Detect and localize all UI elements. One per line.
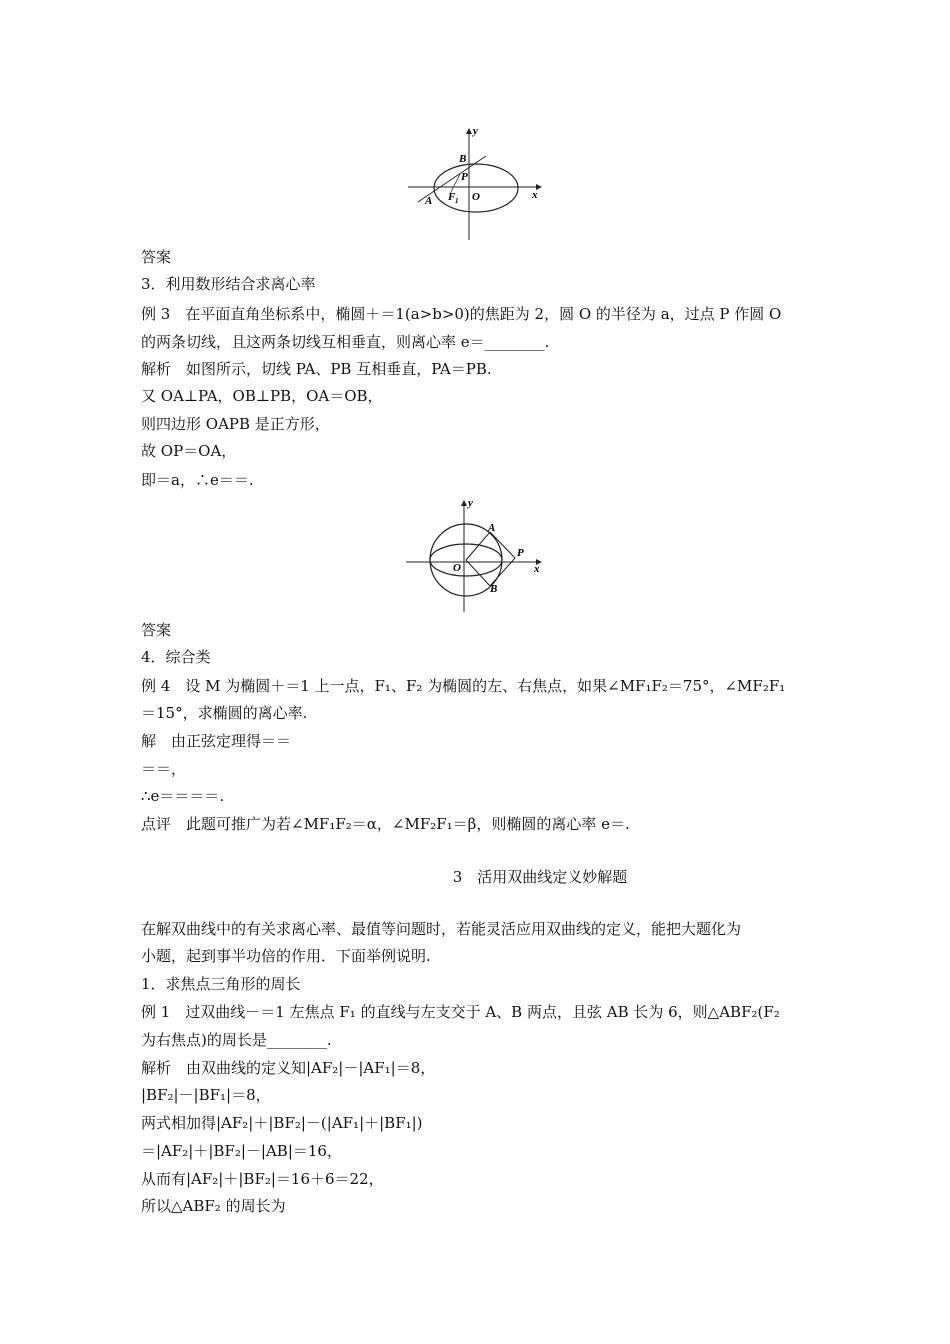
- solution-4-line-3: ∴e＝＝＝＝.: [141, 787, 225, 805]
- example-3-line-1: 例 3 在平面直角坐标系中，椭圆＋＝1(a>b>0)的焦距为 2，圆 O 的半径为 a，过点 P 作圆 O: [141, 305, 782, 323]
- fig1-label-x: x: [532, 189, 538, 201]
- analysis-1-line-5: 从而有|AF₂|＋|BF₂|＝16＋6＝22，: [141, 1170, 384, 1188]
- example-1-line-2: 为右焦点)的周长是________.: [141, 1031, 332, 1049]
- ellipse-tangent-figure: [404, 124, 550, 242]
- analysis-1-line-6: 所以△ABF₂ 的周长为: [141, 1197, 286, 1215]
- fig1-label-f: F: [448, 191, 456, 203]
- analysis-1-line-4: ＝|AF₂|＋|BF₂|－|AB|＝16，: [141, 1142, 342, 1160]
- fig1-label-o: O: [472, 191, 480, 203]
- example-1-line-1: 例 1 过双曲线－＝1 左焦点 F₁ 的直线与左支交于 A、B 两点，且弦 AB 长为 6，则△ABF₂(F₂: [141, 1003, 780, 1021]
- heading-1: 1．求焦点三角形的周长: [141, 975, 301, 993]
- fig2-label-a: A: [488, 522, 496, 534]
- heading-4: 4．综合类: [141, 648, 211, 666]
- answer-label-2: 答案: [141, 621, 172, 639]
- fig2-label-y: y: [468, 497, 473, 509]
- analysis-3-line-1: 解析 如图所示，切线 PA、PB 互相垂直，PA＝PB.: [141, 360, 492, 378]
- analysis-1-line-3: 两式相加得|AF₂|＋|BF₂|－(|AF₁|＋|BF₁|): [141, 1114, 423, 1132]
- fig2-label-o: O: [453, 562, 461, 574]
- intro-line-2: 小题，起到事半功倍的作用．下面举例说明.: [141, 947, 431, 965]
- solution-4-line-2: ＝＝，: [141, 760, 187, 778]
- comment-4: 点评 此题可推广为若∠MF₁F₂＝α，∠MF₂F₁＝β，则椭圆的离心率 e＝.: [141, 815, 630, 833]
- fig2-label-x: x: [534, 563, 540, 575]
- answer-label-1: 答案: [141, 248, 172, 266]
- fig2-label-b: B: [490, 583, 498, 595]
- fig1-label-p: P: [461, 171, 468, 183]
- fig1-label-a: A: [425, 195, 433, 207]
- fig1-label-f-sub: 1: [455, 197, 459, 205]
- example-4-line-2: ＝15°，求椭圆的离心率.: [141, 704, 308, 722]
- solution-4-line-1: 解 由正弦定理得＝＝: [141, 732, 292, 750]
- analysis-3-line-3: 则四边形 OAPB 是正方形，: [141, 415, 330, 433]
- analysis-1-line-1: 解析 由双曲线的定义知|AF₂|－|AF₁|＝8，: [141, 1059, 436, 1077]
- example-4-line-1: 例 4 设 M 为椭圆＋＝1 上一点，F₁、F₂ 为椭圆的左、右焦点，如果∠MF₁F₂＝75°，∠MF₂F₁: [141, 677, 786, 695]
- analysis-3-line-2: 又 OA⊥PA，OB⊥PB，OA＝OB，: [141, 387, 383, 405]
- fig2-label-p: P: [517, 547, 524, 559]
- example-3-line-2: 的两条切线，且这两条切线互相垂直，则离心率 e＝________.: [141, 333, 550, 351]
- fig1-label-y: y: [473, 125, 478, 137]
- analysis-1-line-2: |BF₂|－|BF₁|＝8，: [141, 1086, 271, 1104]
- analysis-3-line-5: 即＝a，∴e＝＝.: [141, 471, 254, 489]
- intro-line-1: 在解双曲线中的有关求离心率、最值等问题时，若能灵活应用双曲线的定义，能把大题化为: [141, 920, 742, 938]
- heading-3: 3．利用数形结合求离心率: [141, 275, 316, 293]
- circle-tangent-figure: [404, 496, 550, 614]
- analysis-3-line-4: 故 OP＝OA，: [141, 442, 237, 460]
- section-title: 3 活用双曲线定义妙解题: [452, 868, 628, 886]
- fig1-label-b: B: [459, 153, 467, 165]
